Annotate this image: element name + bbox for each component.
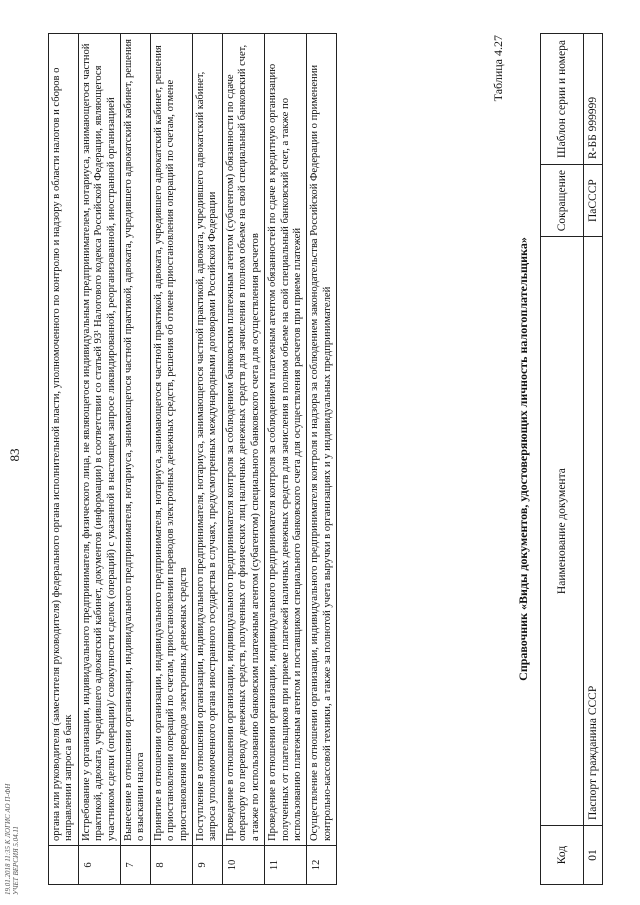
row-code: 01 xyxy=(584,826,603,885)
row-text: Принятие в отношении организации, индивидуального предпринимателя, нотариуса, занимающегося частной практикой, адвоката, учредившего адвокатский кабинет, решения о приостановлении операций по счетам, приостановлении переводов электронных денежных средств, решения об отмене приостановления операций по счетам, отмене приостановления переводов электронных денежных средств xyxy=(150,34,192,846)
header-template: Шаблон серии и номера xyxy=(541,34,584,165)
row-code: 6 xyxy=(78,846,120,885)
row-code: 7 xyxy=(121,846,151,885)
page-number: 83 xyxy=(7,448,22,462)
header-abbr: Сокращение xyxy=(541,165,584,237)
row-template: R-ББ 999999 xyxy=(584,34,603,165)
table-row xyxy=(121,34,151,885)
row-text: Осуществление в отношении организации, индивидуального предпринимателя контроля и надзора за соблюдением законодательства Российской Федерации о применении контрольно-кассовой техники, а также за полнотой учета выручки в организациях и у индивидуальных предпринимателей xyxy=(307,34,337,846)
row-text: Поступление в отношении организации, индивидуального предпринимателя, нотариуса, занимающегося частной практикой, адвоката, учредившего адвокатский кабинет, запроса уполномоченного органа иностранного государства в случаях, предусмотренных международными договорами Российской Федерации xyxy=(193,34,223,846)
row-abbr: ПаСССР xyxy=(584,165,603,237)
row-text: Истребование у организации, индивидуального предпринимателя, физического лица, не являющегося индивидуальным предпринимателем, нотариуса, занимающегося частной практикой, адвоката, учредившего адвокатский кабинет, документов (информации) в соответствии со статьей 93¹ Налогового кодекса Российской Федерации, являющегося участником сделки (операции)/ совокупности сделок (операций) с указанной в настоящем запросе ликвидированной, реорганизованной, иностранной организацией xyxy=(78,34,120,846)
row-text: органа или руководителя (заместителя руководителя) федерального органа исполнительной власти, уполномоченного по контролю и надзору в области налогов и сборов о направлении запроса в банк xyxy=(49,34,79,846)
document-types-table xyxy=(540,33,603,885)
row-code: 8 xyxy=(150,846,192,885)
print-stamp: 19.01.2018 11:35 К ЛОГИС АО П-ФН УЧЕТ ВЕРСИЯ 5.04.11 xyxy=(4,783,20,895)
header-code: Код xyxy=(541,826,584,885)
row-text: Проведение в отношении организации, индивидуального предпринимателя контроля за соблюдением банковским платежным агентом (субагентом) обязанности по сдаче оператору по переводу денежных средств, полученных от физических лиц наличных денежных средств для зачисления в полном объеме на свой специальный банковский счет, а также по использованию банковским платежным агентом (субагентом) специального банковского счета для осуществления расчетов xyxy=(222,34,264,846)
table-row xyxy=(193,34,223,885)
row-name: Паспорт гражданина СССР xyxy=(584,237,603,826)
row-code: 10 xyxy=(222,846,264,885)
row-code: 9 xyxy=(193,846,223,885)
table-row xyxy=(307,34,337,885)
row-code xyxy=(49,846,79,885)
table-row xyxy=(584,34,603,885)
operations-table xyxy=(48,33,337,885)
table-row xyxy=(265,34,307,885)
row-code: 11 xyxy=(265,846,307,885)
table-number: Таблица 4.27 xyxy=(491,35,505,102)
row-text: Вынесение в отношении организации, индивидуального предпринимателя, нотариуса, занимающегося частной практикой, адвоката, учредившего адвокатский кабинет, решения о взыскании налога xyxy=(121,34,151,846)
header-name: Наименование документа xyxy=(541,237,584,826)
header-row xyxy=(541,34,584,885)
table-row xyxy=(78,34,120,885)
row-code: 12 xyxy=(307,846,337,885)
table-row xyxy=(150,34,192,885)
table-row xyxy=(222,34,264,885)
table-row xyxy=(49,34,79,885)
row-text: Проведение в отношении организации, индивидуального предпринимателя контроля за соблюдением платежным агентом обязанностей по сдаче в кредитную организацию полученных от плательщиков при приеме платежей наличных денежных средств для зачисления в полном объеме на свой специальный банковский счет, а также по использованию платежным агентом и поставщиком специального банковского счета для осуществления расчетов при приеме платежей xyxy=(265,34,307,846)
table-title: Справочник «Виды документов, удостоверяющих личность налогоплательщика» xyxy=(516,237,530,681)
